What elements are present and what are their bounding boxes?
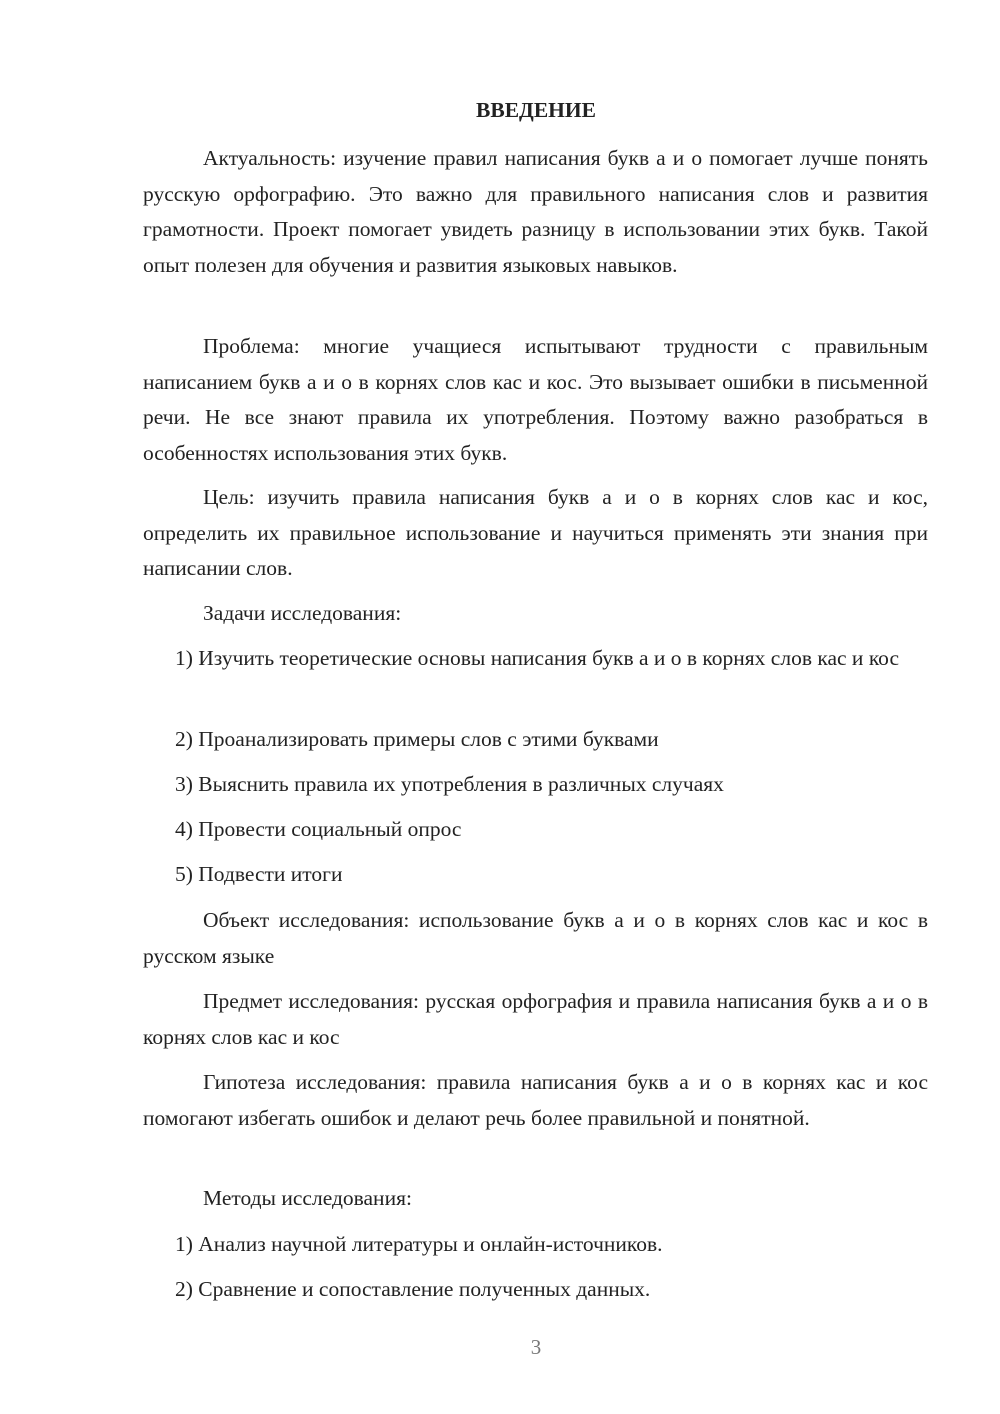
method-item-1: 1) Анализ научной литературы и онлайн-источников.: [175, 1232, 663, 1256]
page-number: 3: [530, 1335, 542, 1359]
task-item-3: 3) Выяснить правила их употребления в различных случаях: [175, 772, 724, 796]
task-item-5: 5) Подвести итоги: [175, 862, 343, 886]
task-item-2: 2) Проанализировать примеры слов с этими буквами: [175, 727, 659, 751]
paragraph-goal: Цель: изучить правила написания букв а и о в корнях слов кас и кос, определить их правильное использование и научиться применять эти знания при написании слов.: [143, 485, 928, 580]
task-item-4: 4) Провести социальный опрос: [175, 817, 462, 841]
paragraph-object: Объект исследования: использование букв а и о в корнях слов кас и кос в русском языке: [143, 908, 928, 968]
method-item-2: 2) Сравнение и сопоставление полученных данных.: [175, 1277, 651, 1301]
paragraph-hypothesis: Гипотеза исследования: правила написания букв а и о в корнях кас и кос помогают избегать ошибок и делают речь более правильной и понятной.: [143, 1070, 928, 1130]
paragraph-relevance: Актуальность: изучение правил написания букв а и о помогает лучше понять русскую орфографию. Это важно для правильного написания слов и развития грамотности. Проект помогает увидеть разницу в использовании этих букв. Такой опыт полезен для обучения и развития языковых навыков.: [143, 146, 928, 277]
paragraph-problem: Проблема: многие учащиеся испытывают трудности с правильным написанием букв а и о в корнях слов кас и кос. Это вызывает ошибки в письменной речи. Не все знают правила их употребления. Поэтому важно разобраться в особенностях использования этих букв.: [143, 334, 928, 465]
section-title: ВВЕДЕНИЕ: [476, 98, 596, 122]
paragraph-subject: Предмет исследования: русская орфография и правила написания букв а и о в корнях слов кас и кос: [143, 989, 928, 1049]
task-item-1: 1) Изучить теоретические основы написания букв а и о в корнях слов кас и кос: [175, 646, 899, 670]
tasks-heading: Задачи исследования:: [203, 601, 402, 625]
methods-heading: Методы исследования:: [203, 1186, 412, 1210]
